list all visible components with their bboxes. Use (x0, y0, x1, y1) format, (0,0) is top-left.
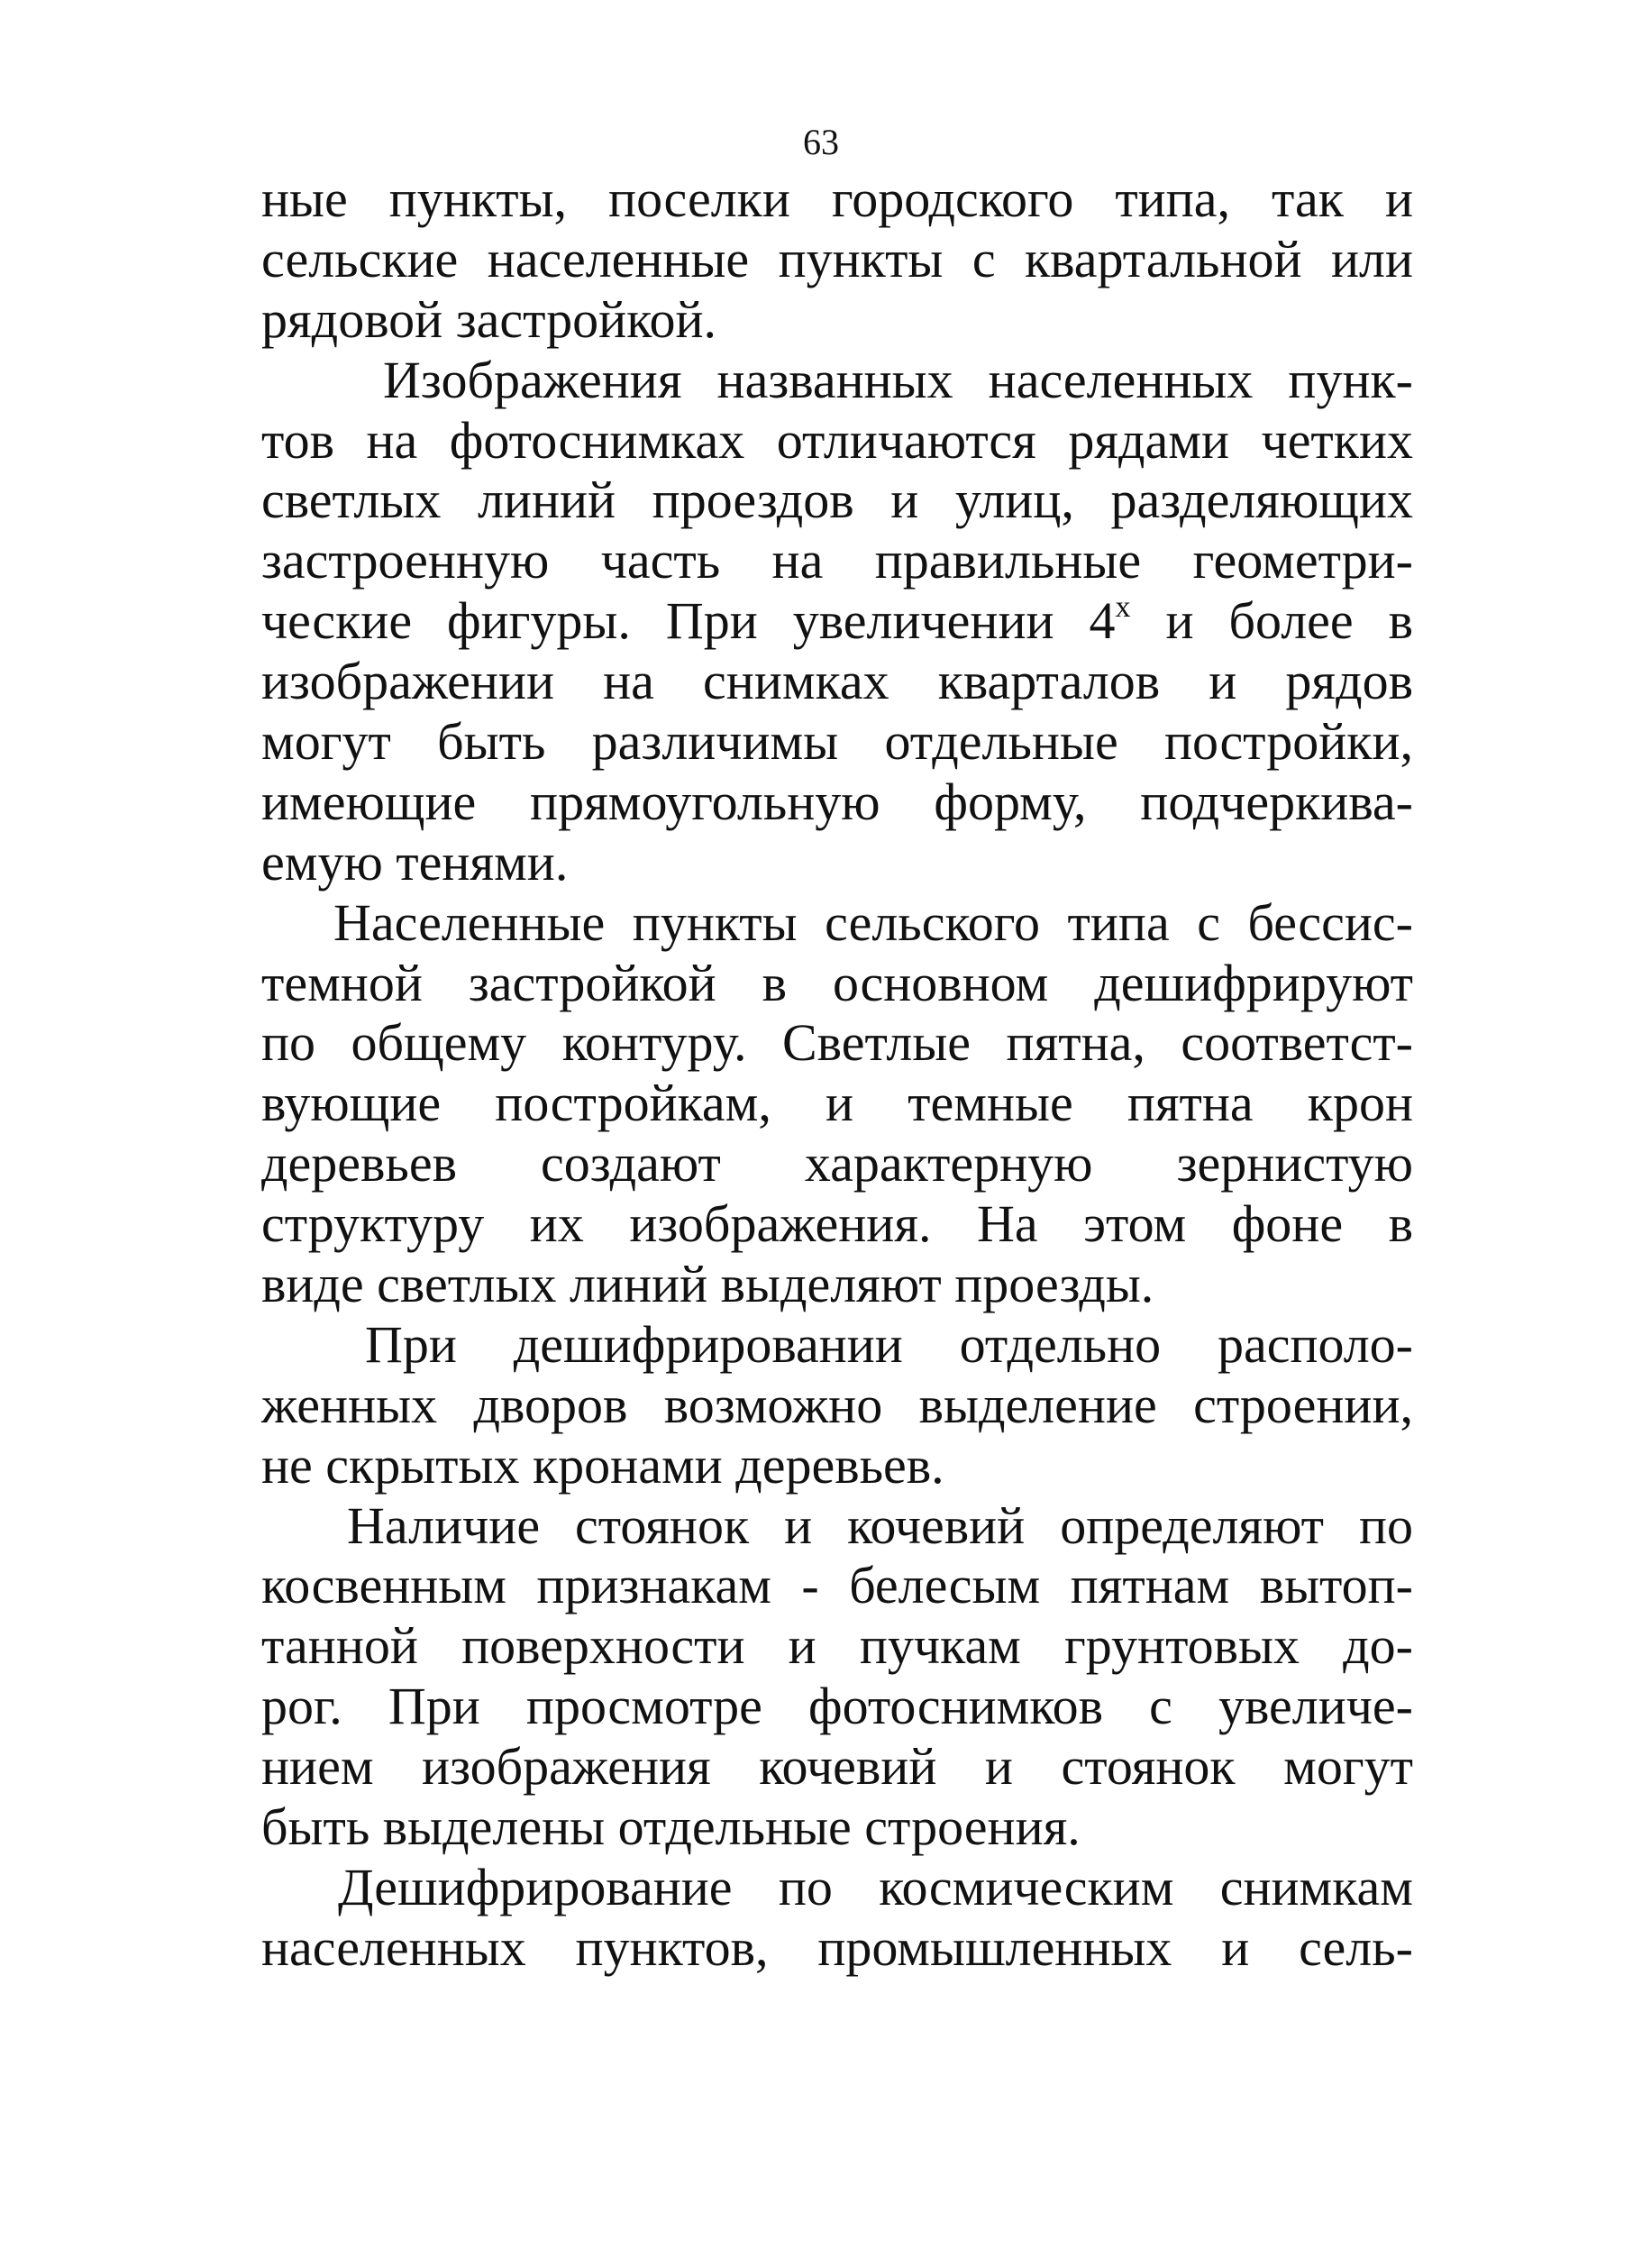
text-line: светлых линий проездов и улиц, разделяющих (261, 471, 1413, 530)
text-segment: ческие фигуры. При увеличении 4 (261, 591, 1116, 651)
text-line: Наличие стоянок и кочевий определяют по (347, 1495, 1413, 1555)
text-line: сельские населенные пункты с квартальной или (261, 229, 1413, 288)
text-line: имеющие прямоугольную форму, подчеркива- (261, 772, 1413, 831)
text-line: танной поверхности и пучкам грунтовых до- (261, 1616, 1413, 1676)
text-line: женных дворов возможно выделение строении, (261, 1375, 1413, 1434)
text-line: Изображения названных населенных пунк- (383, 350, 1413, 409)
text-line: по общему контуру. Светлые пятна, соответст- (261, 1013, 1413, 1073)
text-line: не скрытых кронами деревьев. (261, 1435, 944, 1495)
text-line: деревьев создают характерную зернистую (261, 1134, 1413, 1193)
body-text (261, 169, 1413, 1979)
text-line: рог. При просмотре фотоснимков с увеличе- (261, 1677, 1413, 1736)
text-line: изображении на снимках кварталов и рядов (261, 652, 1413, 711)
text-line-with-superscript (261, 591, 1413, 652)
text-line: При дешифрировании отдельно располо- (365, 1314, 1413, 1374)
text-line: рядовой застройкой. (261, 289, 716, 349)
text-line: структуру их изображения. На этом фоне в (261, 1194, 1413, 1254)
text-line: емую тенями. (261, 832, 569, 892)
text-line: косвенным признакам - белесым пятнам вытоп- (261, 1556, 1413, 1615)
text-line: темной застройкой в основном дешифрируют (261, 953, 1413, 1012)
text-line: быть выделены отдельные строения. (261, 1797, 1081, 1857)
text-line: Дешифрирование по космическим снимкам (338, 1857, 1413, 1916)
text-line: вующие постройкам, и темные пятна крон (261, 1074, 1413, 1133)
text-line: населенных пунктов, промышленных и сель- (261, 1917, 1413, 1977)
text-line: виде светлых линий выделяют проезды. (261, 1255, 1154, 1314)
text-line: ные пункты, поселки городского типа, так и (261, 169, 1413, 228)
page-number: 63 (803, 122, 839, 162)
text-line: могут быть различимы отдельные постройки, (261, 712, 1413, 772)
text-line: нием изображения кочевий и стоянок могут (261, 1737, 1413, 1797)
text-line: тов на фотоснимках отличаются рядами четких (261, 410, 1413, 470)
text-segment: и более в (1130, 591, 1413, 651)
text-line: застроенную часть на правильные геометри- (261, 531, 1413, 590)
superscript-x: x (1115, 590, 1131, 625)
text-line: Населенные пункты сельского типа с бессис- (333, 892, 1413, 952)
